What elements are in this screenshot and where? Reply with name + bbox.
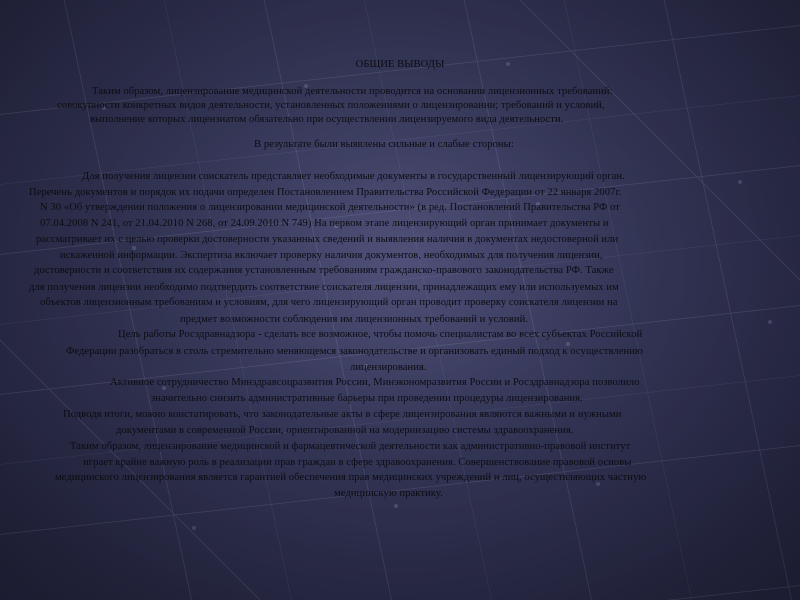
text-line: совокупности конкретных видов деятельности, установленных положениями о лицензировании; требований и условий, xyxy=(57,100,605,111)
text-line: для получения лицензии необходимо подтвердить соответствие соискателя лицензии, принадлежащих ему или используемых им xyxy=(29,282,619,293)
text-line: Активное сотрудничество Минздравсоцразвития России, Минэкономразвития России и Росздравнадзора позволило xyxy=(110,377,640,388)
text-line: Таким образом, лицензирование медицинской и фармацевтической деятельности как административно-правовой институт xyxy=(70,441,631,452)
text-line: выполнение которых лицензиатом обязательно при осуществлении лицензируемого вида деятельности. xyxy=(90,114,564,125)
section-subheading: В результате были выявлены сильные и слабые стороны: xyxy=(254,139,514,150)
text-line: лицензирования. xyxy=(350,362,427,373)
text-line: медицинскую практику. xyxy=(334,488,443,499)
text-line: Федерации разобраться в столь стремительно меняющемся законодательстве и организовать единый подход к осуществлению xyxy=(66,346,643,357)
text-line: Перечень документов и порядок их подачи определен Постановлением Правительства Российской Федерации от 22 января 2007г. xyxy=(29,187,622,198)
text-line: медицинского лицензирования является гарантией обеспечения прав медицинских учреждений и лиц, осуществляющих частную xyxy=(55,472,647,483)
text-line: рассматривает их с целью проверки достоверности указанных сведений и выявления наличия в документах недостоверной или xyxy=(36,234,619,245)
text-line: предмет возможности соблюдения им лицензионных требований и условий. xyxy=(180,314,529,325)
text-line: значительно снизить административные барьеры при проведении процедуры лицензирования. xyxy=(151,393,583,404)
text-line: играет крайне важную роль в реализации прав граждан в сфере здравоохранения. Совершенствование правовой основы xyxy=(83,457,632,468)
text-line: достоверности и соответствия их содержания установленным требованиям гражданско-правового законодательства РФ. Также xyxy=(34,265,614,276)
text-line: N 30 «Об утверждении положения о лицензировании медицинской деятельности» (в ред. Постановлений Правительства РФ от xyxy=(40,202,620,213)
text-line: Цель работы Росздравнадзора - сделать все возможное, чтобы помочь специалистам во всех субъектах Российской xyxy=(118,329,643,340)
text-line: документами в современной России, ориентированной на модернизацию системы здравоохранения. xyxy=(116,425,574,436)
text-line: искаженной информации. Экспертиза включает проверку наличия документов, необходимых для получения лицензии, xyxy=(60,250,603,261)
text-line: Для получения лицензии соискатель представляет необходимые документы в государственный лицензирующий орган. xyxy=(82,171,625,182)
slide-title: ОБЩИЕ ВЫВОДЫ xyxy=(355,59,445,70)
text-line: Таким образом, лицензирование медицинской деятельности проводится на основании лицензионных требований: xyxy=(92,86,613,97)
text-line: объектов лицензионным требованиям и условиям, для чего лицензирующий орган проводит проверку соискателя лицензии на xyxy=(40,297,618,308)
text-line: 07.04.2008 N 241, от 21.04.2010 N 268, от 24.09.2010 N 749) На первом этапе лицензирующий орган принимает документы и xyxy=(40,218,609,229)
text-line: Подводя итоги, можно констатировать, что законодательные акты в сфере лицензирования являются важными и нужными xyxy=(63,409,622,420)
